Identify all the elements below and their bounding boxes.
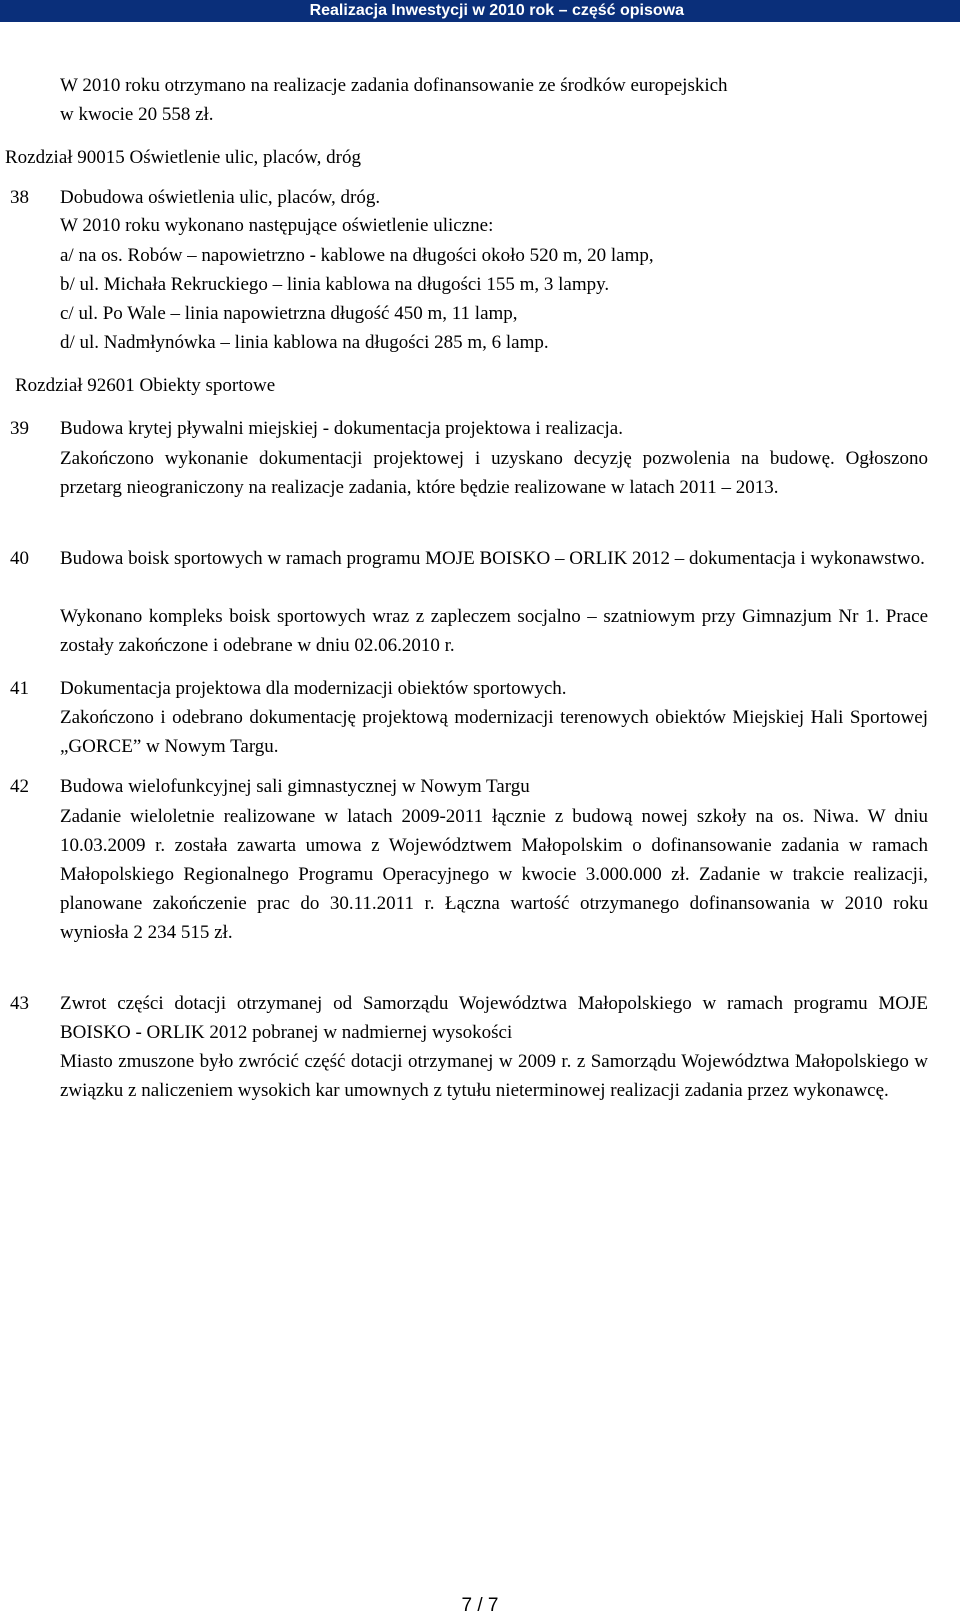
item-number: 43 (10, 993, 29, 1014)
item-title: Budowa krytej pływalni miejskiej - dokumentacja projektowa i realizacja. (60, 418, 623, 439)
header-title: Realizacja Inwestycji w 2010 rok – część opisowa (309, 2, 684, 19)
item-body: Wykonano kompleks boisk sportowych wraz z zapleczem socjalno – szatniowym przy Gimnazjum Nr 1. Prace zostały zakończone i odebrane w dniu 02.06.2010 r. (60, 606, 928, 656)
section-heading-90015: Rozdział 90015 Oświetlenie ulic, placów, dróg (5, 147, 361, 168)
item-body: Miasto zmuszone było zwrócić część dotacji otrzymanej w 2009 r. z Samorządu Województwa Małopolskiego w związku z naliczeniem wysokich kar umownych z tytułu nieterminowej realizacji zadania przez wykonawcę. (60, 1051, 928, 1101)
item-body: Zadanie wieloletnie realizowane w latach 2009-2011 łącznie z budową nowej szkoły na os. Niwa. W dniu 10.03.2009 r. została zawarta umowa z Województwem Małopolskim o dofinansowanie zadania w ramach Małopolskiego Regionalnego Programu Operacyjnego w kwocie 3.000.000 zł. Zadanie w trakcie realizacji, planowane zakończenie prac do 30.11.2011 r. Łączna wartość otrzymanego dofinansowania w 2010 roku wyniosła 2 234 515 zł. (60, 806, 928, 943)
lighting-point-c: c/ ul. Po Wale – linia napowietrzna długość 450 m, 11 lamp, (60, 303, 518, 324)
item-number: 38 (10, 187, 29, 208)
item-number: 40 (10, 548, 29, 569)
section-heading-92601: Rozdział 92601 Obiekty sportowe (15, 375, 276, 396)
lighting-point-a: a/ na os. Robów – napowietrzno - kablowe na długości około 520 m, 20 lamp, (60, 245, 654, 266)
intro-line-1: W 2010 roku otrzymano na realizacje zadania dofinansowanie ze środków europejskich (60, 75, 728, 96)
item-number: 42 (10, 776, 29, 797)
lighting-point-d: d/ ul. Nadmłynówka – linia kablowa na długości 285 m, 6 lamp. (60, 332, 549, 353)
item-body: Zakończono wykonanie dokumentacji projektowej i uzyskano decyzję pozwolenia na budowę. Ogłoszono przetarg nieograniczony na realizacje zadania, które będzie realizowane w latach 2011 – 2013. (60, 448, 928, 498)
item-body: Zakończono i odebrano dokumentację projektową modernizacji terenowych obiektów Miejskiej Hali Sportowej „GORCE” w Nowym Targu. (60, 707, 928, 757)
item-subtitle: W 2010 roku wykonano następujące oświetlenie uliczne: (60, 215, 494, 236)
item-title: Budowa boisk sportowych w ramach programu MOJE BOISKO – ORLIK 2012 – dokumentacja i wykonawstwo. (60, 548, 925, 569)
lighting-point-b: b/ ul. Michała Rekruckiego – linia kablowa na długości 155 m, 3 lampy. (60, 274, 610, 295)
item-number: 41 (10, 678, 29, 699)
page-number: 7 / 7 (461, 1595, 499, 1616)
intro-line-2: w kwocie 20 558 zł. (60, 104, 214, 125)
item-title: Dokumentacja projektowa dla modernizacji obiektów sportowych. (60, 678, 567, 699)
item-title: Dobudowa oświetlenia ulic, placów, dróg. (60, 187, 381, 208)
item-title: Zwrot części dotacji otrzymanej od Samorządu Województwa Małopolskiego w ramach programu MOJE BOISKO - ORLIK 2012 pobranej w nadmiernej wysokości (60, 993, 928, 1043)
item-number: 39 (10, 418, 29, 439)
item-title: Budowa wielofunkcyjnej sali gimnastycznej w Nowym Targu (60, 776, 530, 797)
